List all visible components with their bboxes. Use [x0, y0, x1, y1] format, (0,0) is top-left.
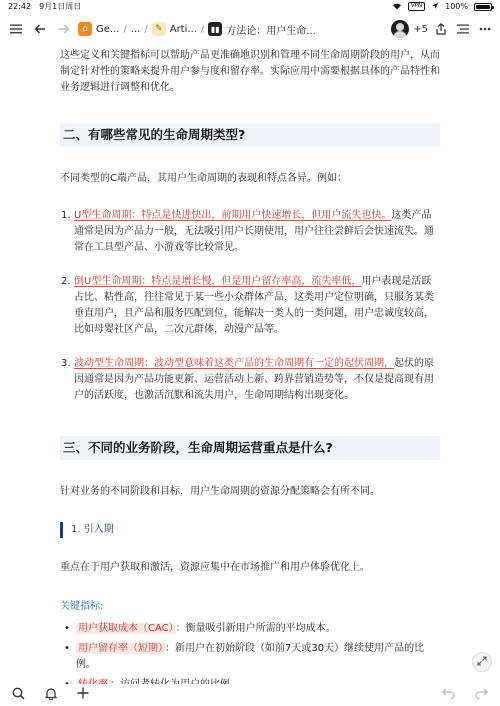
- paragraph-definitions: 这些定义和关键指标可以帮助产品更准确地识别和管理不同生命周期阶段的用户，从而制定针对性的策略来提升用户参与度和留存率。实际应用中需要根据具体的产品特性和业务逻辑进行调整和优化。: [60, 50, 440, 93]
- list-item-text: 起伏的原因通常是因为产品功能更新、运营活动上新、跨界营销造势等，不仅是提高现有用户的活跃度，也激活沉默和流失用户，生命周期结构出现变化。: [74, 358, 434, 401]
- paragraph-types-intro: 不同类型的C端产品，其用户生命周期的表现和特点各异。例如：: [60, 173, 347, 184]
- vpn-badge: VPN: [408, 2, 425, 11]
- highlight-text: 波动型生命周期：波动型意味着这类产品的生命周期有一定的起伏周期，: [74, 358, 394, 369]
- breadcrumb-separator: /: [144, 23, 148, 35]
- kpi-desc: ：衡量吸引新用户所需的平均成本。: [175, 623, 336, 634]
- breadcrumb-label: Arti...: [169, 23, 197, 35]
- add-icon[interactable]: [77, 687, 89, 703]
- list-item: [76, 641, 440, 673]
- battery-level: [476, 5, 490, 9]
- nav-bar: [0, 15, 500, 43]
- kpi-name: 用户获取成本（CAC）: [78, 623, 174, 634]
- breadcrumb-item-article[interactable]: [152, 22, 197, 36]
- breadcrumb-item-ellipsis[interactable]: [131, 24, 141, 35]
- bottom-toolbar: [0, 684, 500, 706]
- list-item: [61, 356, 440, 404]
- kpi-name: 用户留存率（短期）: [78, 643, 163, 654]
- breadcrumb-label: ...: [130, 23, 141, 35]
- home-icon: ⌂: [78, 22, 92, 36]
- redo-icon[interactable]: [475, 688, 488, 703]
- expand-button[interactable]: [472, 652, 492, 672]
- undo-icon[interactable]: [442, 688, 455, 703]
- list-number: 2.: [61, 276, 71, 287]
- wifi-icon: [392, 2, 402, 12]
- sidebar-icon[interactable]: [6, 19, 26, 39]
- battery-percent: 100%: [445, 2, 468, 11]
- list-item: [61, 274, 440, 338]
- list-item: [61, 208, 440, 256]
- kpi-list: [60, 621, 440, 693]
- paragraph-focus: 重点在于用户获取和激活，资源应集中在市场推广和用户体验优化上。: [60, 562, 370, 573]
- back-arrow-icon[interactable]: [30, 19, 50, 39]
- breadcrumb-item-current[interactable]: [208, 22, 316, 37]
- collaborator-count[interactable]: +5: [413, 23, 428, 35]
- breadcrumb-label: Ge...: [96, 23, 120, 35]
- expand-icon: [477, 656, 487, 669]
- forward-arrow-icon[interactable]: [54, 19, 74, 39]
- more-icon[interactable]: [476, 20, 494, 38]
- toc-icon[interactable]: [454, 20, 472, 38]
- heading-intro-stage: 1. 引入期: [60, 522, 440, 538]
- collaborator-avatar[interactable]: [391, 20, 409, 38]
- list-item-text: 用户表现是活跃占比、粘性高，往往常见于某一些小众群体产品，这类用户定位明确，只服务某类垂直用户，且产品和服务匹配到位，能解决一类人的一类问题，用户忠诚度较高，比如母婴社区产品，二次元群体，动漫产品等。: [74, 276, 434, 335]
- status-bar: [0, 0, 500, 13]
- status-time: 22:42: [8, 2, 32, 11]
- highlight-text: U型生命周期：特点是快进快出，前期用户快速增长，但用户流失也快。: [74, 210, 392, 221]
- breadcrumb-label: 方法论：用户生命...: [226, 25, 316, 37]
- paragraph-stages-intro: 针对业务的不同阶段和目标，用户生命周期的资源分配策略会有所不同。: [60, 486, 380, 497]
- bell-icon[interactable]: [45, 687, 57, 704]
- list-item-text: 这类产品通常是因为产品力一般，无法吸引用户长期使用，用户往往尝鲜后会快速流失。通常在工具型产品、小游戏等比较常见。: [74, 210, 434, 253]
- list-number: 1.: [61, 210, 71, 221]
- heading-business-stages: 三、不同的业务阶段，生命周期运营重点是什么?: [60, 436, 440, 460]
- kpi-desc: ：新用户在初始阶段（如前7天或30天）继续使用产品的比例。: [76, 643, 425, 670]
- heading-lifecycle-types: 二、有哪些常见的生命周期类型?: [60, 123, 440, 147]
- battery-icon: [474, 3, 492, 11]
- breadcrumb-separator: /: [200, 23, 205, 35]
- lifecycle-types-list: [60, 208, 440, 404]
- search-icon[interactable]: [12, 687, 25, 704]
- share-icon[interactable]: [432, 20, 450, 38]
- location-icon: [431, 2, 439, 12]
- book-icon: ▮▮: [208, 22, 222, 36]
- list-item: [76, 621, 440, 637]
- breadcrumb-separator: /: [123, 23, 127, 35]
- breadcrumb-item-ge[interactable]: [78, 22, 119, 36]
- list-number: 3.: [61, 358, 71, 369]
- kpi-title: 关键指标:: [60, 601, 104, 612]
- status-date: 9月1日周日: [39, 2, 82, 11]
- highlight-text: 倒U型生命周期：特点是增长慢，但是用户留存率高，流失率低，: [74, 276, 362, 287]
- article-content: [60, 48, 440, 697]
- note-icon: ✎: [152, 22, 166, 36]
